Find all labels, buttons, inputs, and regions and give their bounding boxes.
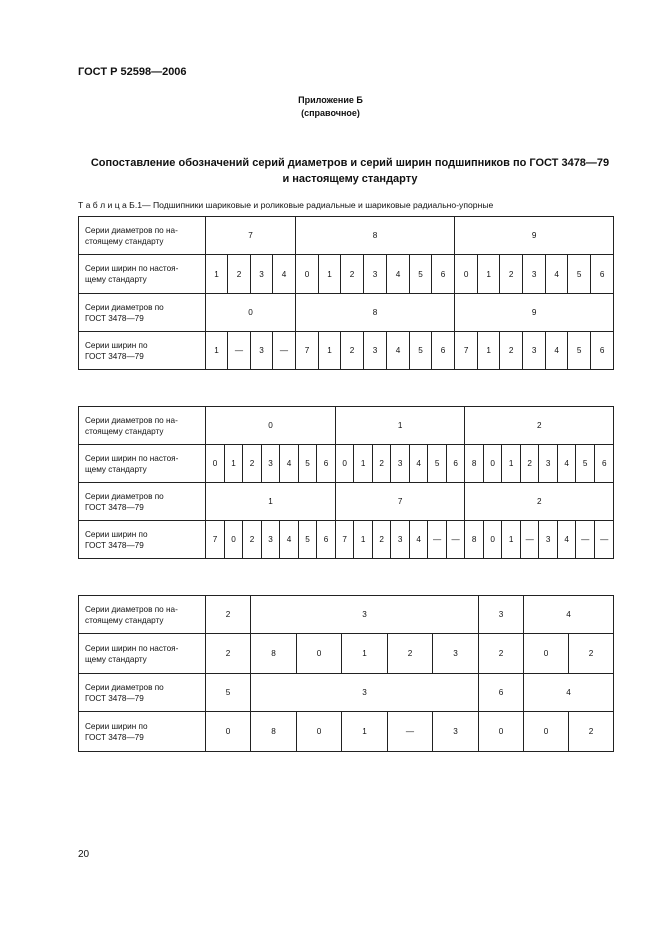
row-label: Серии ширин по ГОСТ 3478—79	[79, 712, 206, 752]
row-label: Серии ширин по настоя- щему стандарту	[79, 634, 206, 674]
table-cell: 5	[299, 521, 317, 559]
table-cell: 3	[364, 332, 387, 370]
table-cell: 0	[455, 255, 478, 294]
table-cell: 2	[465, 407, 614, 445]
table-cell: 4	[546, 332, 568, 370]
table-row	[79, 332, 614, 370]
table-cell: 1	[336, 407, 465, 445]
table-cell: 4	[280, 521, 299, 559]
table-cell: 8	[465, 445, 484, 483]
table-cell: 3	[433, 712, 479, 752]
table-cell: 4	[387, 255, 410, 294]
table-cell: 3	[539, 445, 558, 483]
table-cell: 8	[251, 634, 297, 674]
table-cell: —	[576, 521, 595, 559]
document-code: ГОСТ Р 52598—2006	[78, 66, 187, 78]
table-cell: —	[273, 332, 296, 370]
table-cell: —	[521, 521, 539, 559]
table-cell: 1	[206, 255, 228, 294]
table-cell: 4	[280, 445, 299, 483]
table-row	[79, 407, 614, 445]
table-cell: 2	[500, 332, 523, 370]
table-cell: 2	[243, 521, 262, 559]
table-cell: 3	[433, 634, 479, 674]
table-cell: 6	[595, 445, 614, 483]
table-cell: 5	[568, 255, 591, 294]
table-cell: 8	[296, 294, 455, 332]
table-cell: 8	[465, 521, 484, 559]
table-cell: 7	[296, 332, 319, 370]
table-cell: 4	[524, 596, 614, 634]
table-cell: —	[447, 521, 465, 559]
table-cell: 6	[432, 255, 455, 294]
table-cell: 2	[388, 634, 433, 674]
table-cell: 1	[319, 255, 341, 294]
table-cell: 0	[524, 712, 569, 752]
row-label: Серии диаметров по ГОСТ 3478—79	[79, 674, 206, 712]
table-row	[79, 634, 614, 674]
table-cell: 3	[523, 332, 546, 370]
table-cell: 0	[484, 521, 502, 559]
table-cell: 5	[576, 445, 595, 483]
table-cell: 7	[336, 483, 465, 521]
table-cell: 3	[251, 332, 273, 370]
table-cell: 0	[297, 712, 342, 752]
table-cell: 5	[410, 255, 432, 294]
table-cell: 3	[251, 674, 479, 712]
table-cell: 1	[342, 712, 388, 752]
section-title-line2: и настоящему стандарту	[282, 173, 418, 185]
table-cell: 4	[546, 255, 568, 294]
table-cell: 0	[479, 712, 524, 752]
table-cell: 1	[354, 521, 373, 559]
table-cell: 3	[539, 521, 558, 559]
row-label: Серии диаметров по на- стоящему стандарту	[79, 217, 206, 255]
appendix-title: Приложение Б	[298, 95, 363, 105]
table-cell: 5	[568, 332, 591, 370]
table-cell: 5	[206, 674, 251, 712]
table-cell: 5	[299, 445, 317, 483]
table-cell: 1	[502, 521, 521, 559]
table-cell: 3	[262, 521, 280, 559]
table-cell: 0	[206, 407, 336, 445]
table-cell: 2	[569, 712, 614, 752]
table-caption: Т а б л и ц а Б.1— Подшипники шариковые и роликовые радиальные и шариковые радиально-упорные	[78, 200, 494, 210]
page-number: 20	[78, 849, 90, 860]
table-cell: 4	[387, 332, 410, 370]
table-cell: 2	[500, 255, 523, 294]
row-label: Серии ширин по ГОСТ 3478—79	[79, 521, 206, 559]
table-cell: 3	[262, 445, 280, 483]
table-cell: 4	[558, 445, 576, 483]
table-cell: 1	[225, 445, 243, 483]
table-cell: 7	[336, 521, 354, 559]
table-cell: 3	[391, 521, 410, 559]
table-cell: 6	[317, 521, 336, 559]
table-cell: 0	[524, 634, 569, 674]
table-cell: 3	[391, 445, 410, 483]
table-cell: —	[595, 521, 614, 559]
table-cell: 2	[521, 445, 539, 483]
table-cell: 1	[502, 445, 521, 483]
table-3	[78, 595, 614, 752]
table-cell: 1	[206, 332, 228, 370]
row-label: Серии ширин по ГОСТ 3478—79	[79, 332, 206, 370]
section-title	[80, 155, 620, 187]
table-cell: 0	[206, 712, 251, 752]
table-cell: 0	[206, 294, 296, 332]
table-cell: 0	[225, 521, 243, 559]
table-cell: 2	[243, 445, 262, 483]
table-row	[79, 596, 614, 634]
table-cell: 6	[591, 332, 614, 370]
table-cell: 9	[455, 294, 614, 332]
table-cell: —	[428, 521, 447, 559]
row-label: Серии диаметров по ГОСТ 3478—79	[79, 294, 206, 332]
section-title-line1: Сопоставление обозначений серий диаметров и серий ширин подшипников по ГОСТ 3478—79	[90, 157, 610, 169]
table-cell: 1	[342, 634, 388, 674]
table-cell: 0	[336, 445, 354, 483]
table-row	[79, 521, 614, 559]
table-cell: 2	[341, 255, 364, 294]
table-cell: —	[228, 332, 251, 370]
table-cell: 1	[478, 332, 500, 370]
table-cell: 6	[317, 445, 336, 483]
row-label: Серии диаметров по ГОСТ 3478—79	[79, 483, 206, 521]
table-cell: 2	[569, 634, 614, 674]
table-cell: 1	[206, 483, 336, 521]
appendix-subtitle: (справочное)	[301, 108, 360, 118]
table-row	[79, 712, 614, 752]
row-label: Серии диаметров по на- стоящему стандарту	[79, 596, 206, 634]
table-row	[79, 294, 614, 332]
table-cell: 8	[251, 712, 297, 752]
table-cell: 7	[455, 332, 478, 370]
table-cell: 1	[478, 255, 500, 294]
table-cell: 5	[410, 332, 432, 370]
table-cell: 7	[206, 217, 296, 255]
table-cell: 2	[465, 483, 614, 521]
table-cell: 1	[354, 445, 373, 483]
table-cell: 0	[296, 255, 319, 294]
table-cell: 4	[410, 521, 428, 559]
table-cell: 3	[251, 255, 273, 294]
table-cell: 0	[206, 445, 225, 483]
table-cell: 1	[319, 332, 341, 370]
row-label: Серии ширин по настоя- щему стандарту	[79, 445, 206, 483]
table-cell: 2	[206, 596, 251, 634]
table-cell: 4	[273, 255, 296, 294]
table-cell: 3	[479, 596, 524, 634]
table-row	[79, 217, 614, 255]
table-cell: 2	[479, 634, 524, 674]
table-cell: 3	[523, 255, 546, 294]
table-row	[79, 445, 614, 483]
table-cell: 5	[428, 445, 447, 483]
table-cell: 9	[455, 217, 614, 255]
table-cell: 7	[206, 521, 225, 559]
table-cell: 2	[373, 445, 391, 483]
table-cell: 4	[410, 445, 428, 483]
table-1	[78, 216, 614, 370]
table-cell: 6	[591, 255, 614, 294]
table-cell: 4	[558, 521, 576, 559]
table-cell: 3	[364, 255, 387, 294]
row-label: Серии ширин по настоя- щему стандарту	[79, 255, 206, 294]
table-cell: 0	[484, 445, 502, 483]
table-cell: 2	[228, 255, 251, 294]
table-cell: 0	[297, 634, 342, 674]
table-cell: 6	[447, 445, 465, 483]
table-row	[79, 255, 614, 294]
table-cell: 8	[296, 217, 455, 255]
table-cell: 2	[341, 332, 364, 370]
table-cell: 6	[479, 674, 524, 712]
table-cell: 2	[206, 634, 251, 674]
table-cell: 3	[251, 596, 479, 634]
table-cell: —	[388, 712, 433, 752]
table-cell: 4	[524, 674, 614, 712]
table-cell: 2	[373, 521, 391, 559]
row-label: Серии диаметров по на- стоящему стандарту	[79, 407, 206, 445]
table-cell: 6	[432, 332, 455, 370]
table-row	[79, 483, 614, 521]
table-2	[78, 406, 614, 559]
table-row	[79, 674, 614, 712]
